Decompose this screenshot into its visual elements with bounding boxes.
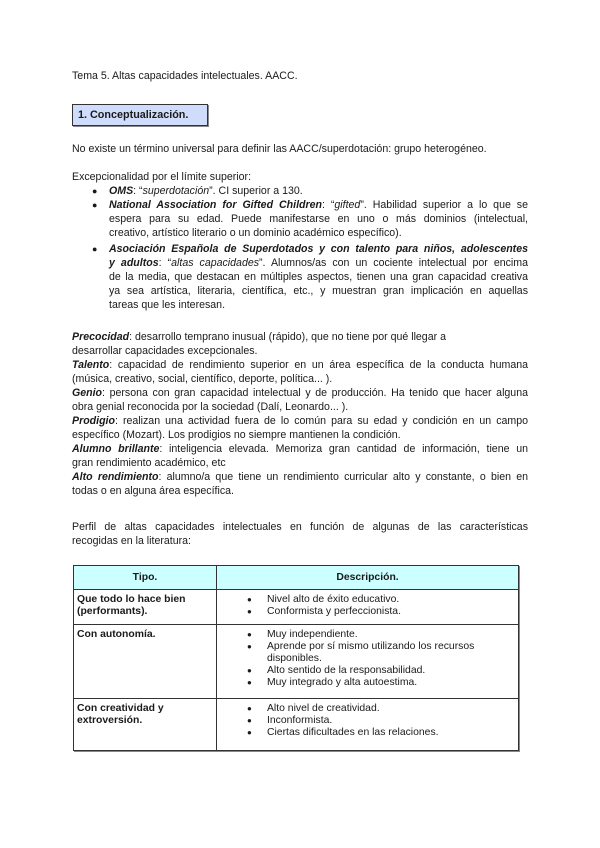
definition-alto-rendimiento-cont: todas o en alguna área específica. (72, 485, 234, 497)
bullet-term: National Association for Gifted Children (109, 199, 322, 211)
table-row (74, 590, 519, 625)
bullet-nagc-line3: creativo, artístico literario o un dominio académico específico). (109, 227, 402, 239)
definition-precocidad-cont: desarrollar capacidades excepcionales. (72, 345, 258, 357)
definition-genio: Genio: persona con gran capacidad intelectual y de producción. Ha tenido que hacer alguna (72, 387, 528, 399)
bullet-oms: OMS: “superdotación”. CI superior a 130. (109, 185, 303, 197)
bullet-aes-line5: tareas que les interesan. (109, 299, 226, 311)
bullet-aes-term-line1: Asociación Española de Superdotados y con talento para niños, adolescentes (109, 243, 528, 255)
bullet-icon: ● (92, 244, 98, 254)
tipo-cell: Con autonomía. (74, 625, 217, 699)
definition-term: Prodigio (72, 415, 115, 427)
header-tipo: Tipo. (74, 566, 217, 590)
list-item: ● Alto sentido de la responsabilidad. (247, 665, 512, 677)
definition-prodigio: Prodigio: realizan una actividad fuera de lo común para su edad y condición en un campo (72, 415, 528, 427)
definition-term: Genio (72, 387, 103, 399)
list-item: ● Muy independiente. (247, 629, 512, 641)
list-item: ● Nivel alto de éxito educativo. (247, 594, 512, 606)
tipo-cell: Con creatividad y extroversión. (74, 699, 217, 751)
exceptionality-label: Excepcionalidad por el límite superior: (72, 171, 252, 183)
profile-table (73, 565, 519, 751)
definition-term: Alto rendimiento (72, 471, 159, 483)
list-item: ● Alto nivel de creatividad. (247, 703, 512, 715)
definition-genio-cont: obra genial reconocida por la sociedad (Dalí, Leonardo... ). (72, 401, 349, 413)
definition-term: Alumno brillante (72, 443, 160, 455)
list-item: ● Inconformista. (247, 715, 512, 727)
bullet-icon: ● (92, 186, 98, 196)
definition-prodigio-cont: específico (Mozart). Los prodigios no siempre mantienen la condición. (72, 429, 401, 441)
profile-intro: Perfil de altas capacidades intelectuales en función de algunas de las características (72, 521, 528, 533)
definition-talento: Talento: capacidad de rendimiento superior en un área específica de la conducta humana (72, 359, 528, 371)
definition-alumno-brillante: Alumno brillante: inteligencia elevada. Memoriza gran cantidad de información, tiene un (72, 443, 528, 455)
bullet-aes-line3: de la media, que destacan en múltiples aspectos, tienen una gran capacidad creativa (109, 271, 528, 283)
list-item: ● Muy integrado y alta autoestima. (247, 677, 512, 689)
definition-talento-cont: (música, creativo, social, científico, deporte, política... ). (72, 373, 333, 385)
description-cell (217, 699, 519, 751)
definition-alumno-brillante-cont: gran rendimiento académico, etc (72, 457, 226, 469)
list-item: ● Aprende por sí mismo utilizando los recursos disponibles. (247, 641, 487, 665)
list-item: ● Ciertas dificultades en las relaciones. (247, 727, 512, 739)
header-descripcion: Descripción. (217, 566, 519, 590)
table-header-row (74, 566, 519, 590)
definition-term: Precocidad (72, 331, 130, 343)
profile-intro-cont: recogidas en la literatura: (72, 535, 191, 547)
bullet-term: OMS (109, 185, 134, 197)
intro-paragraph: No existe un término universal para definir las AACC/superdotación: grupo heterogéneo. (72, 143, 487, 155)
bullet-icon: ● (92, 200, 98, 210)
bullet-nagc-line2: espera para su edad. Puede manifestarse en uno o más dominios (intelectual, (109, 213, 528, 225)
tipo-cell: Que todo lo hace bien (performants). (74, 590, 217, 625)
table-row (74, 625, 519, 699)
bullet-aes-line2: y adultos: “altas capacidades”. Alumnos/as con un cociente intelectual por encima (109, 257, 528, 269)
section-heading: 1. Conceptualización. (72, 104, 208, 126)
description-cell (217, 625, 519, 699)
definition-precocidad: Precocidad: desarrollo temprano inusual (rápido), que no tiene por qué llegar a (72, 331, 446, 343)
bullet-aes-line4: ya sea artística, literaria, científica, etc., y muestran gran implicación en aquellas (109, 285, 528, 297)
document-title: Tema 5. Altas capacidades intelectuales. AACC. (72, 70, 298, 82)
table-row (74, 699, 519, 751)
bullet-nagc-line1: National Association for Gifted Children: “gifted”. Habilidad superior a lo que se (109, 199, 528, 211)
definition-alto-rendimiento: Alto rendimiento: alumno/a que tiene un rendimiento curricular alto y constante, o bien en (72, 471, 528, 483)
list-item: ● Conformista y perfeccionista. (247, 606, 512, 618)
description-cell (217, 590, 519, 625)
definition-term: Talento (72, 359, 110, 371)
